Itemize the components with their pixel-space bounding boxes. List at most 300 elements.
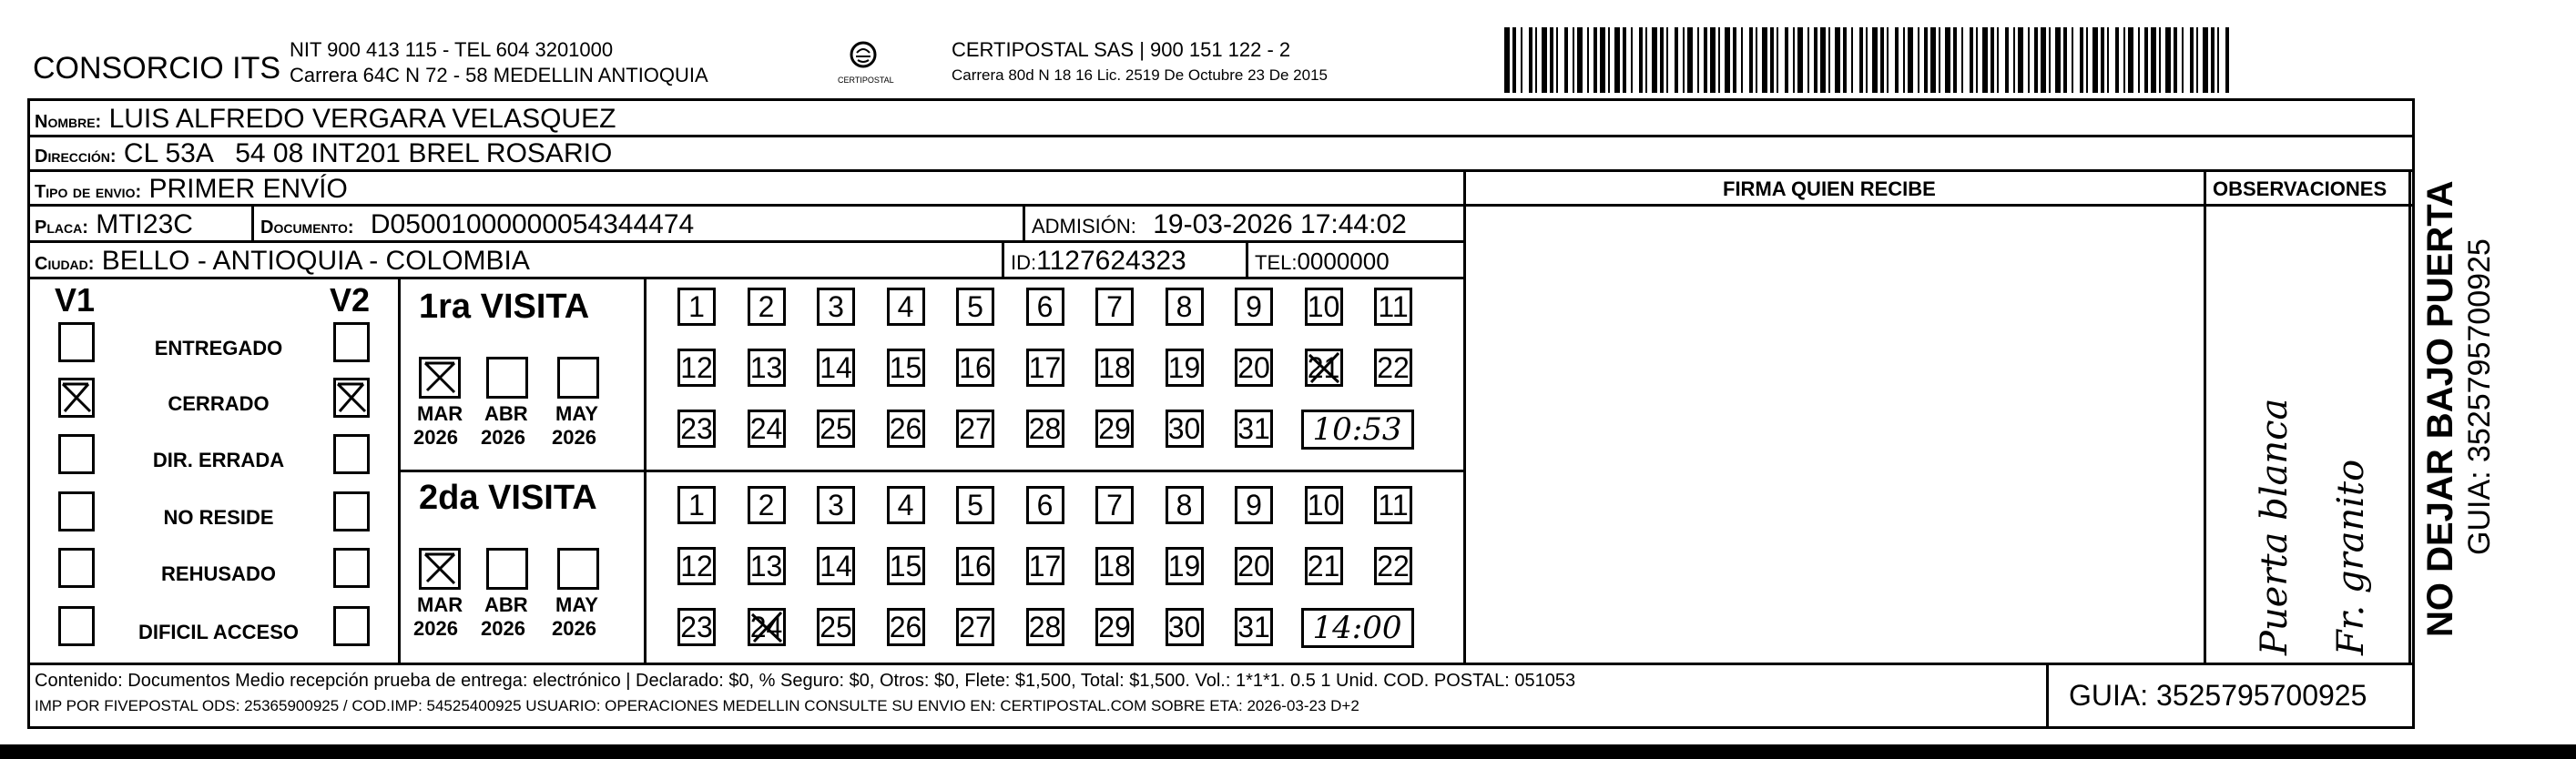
day-cell[interactable] xyxy=(748,288,786,326)
v1-checkbox[interactable] xyxy=(58,548,95,588)
barcode-bar xyxy=(1521,27,1522,93)
month-year: 2026 xyxy=(413,426,458,449)
day-cell[interactable] xyxy=(1166,608,1204,646)
direccion-row xyxy=(35,140,612,167)
footer-top-line xyxy=(27,663,2415,665)
day-cell[interactable] xyxy=(1026,547,1064,585)
day-number: 21 xyxy=(1307,549,1340,582)
barcode-bar xyxy=(1961,27,1963,93)
admision-value: 19-03-2026 17:44:02 xyxy=(1153,209,1407,239)
day-cell[interactable] xyxy=(748,608,786,646)
day-number: 17 xyxy=(1028,350,1062,384)
day-cell[interactable] xyxy=(956,349,994,387)
month-label: MAR xyxy=(417,593,463,616)
day-cell[interactable] xyxy=(1095,410,1134,448)
day-cell[interactable] xyxy=(887,547,925,585)
day-number: 3 xyxy=(828,289,844,323)
barcode-bar xyxy=(2211,27,2215,93)
frame-top xyxy=(27,98,2415,101)
day-mark xyxy=(1308,351,1340,391)
nombre-row xyxy=(35,106,616,133)
day-number: 23 xyxy=(680,610,713,643)
day-number: 31 xyxy=(1237,610,1270,643)
barcode-bar xyxy=(1666,27,1668,93)
month-label: MAY xyxy=(555,593,598,616)
day-number: 30 xyxy=(1167,610,1201,643)
day-number: 7 xyxy=(1106,488,1123,521)
tipo-value: PRIMER ENVÍO xyxy=(148,174,348,204)
month-year: 2026 xyxy=(481,426,525,449)
day-cell[interactable] xyxy=(1026,410,1064,448)
barcode-bar xyxy=(1793,27,1795,93)
frame-left xyxy=(27,98,30,728)
barcode-bar xyxy=(1785,27,1788,93)
barcode-bar xyxy=(1924,27,1928,93)
barcode-bar xyxy=(1997,27,1999,93)
barcode-bar xyxy=(1918,27,1919,93)
day-number: 3 xyxy=(828,488,844,521)
status-label: DIR. ERRADA xyxy=(152,449,285,471)
company-nit-tel: NIT 900 413 115 - TEL 604 3201000 xyxy=(290,38,614,61)
day-cell[interactable] xyxy=(748,547,786,585)
tipo-row xyxy=(35,176,348,203)
barcode xyxy=(1504,27,2229,93)
status-label: DIFICIL ACCESO xyxy=(137,621,299,643)
barcode-bar xyxy=(1645,27,1647,93)
barcode-bar xyxy=(2055,27,2061,93)
day-number: 8 xyxy=(1176,289,1193,323)
day-cell[interactable] xyxy=(1026,486,1064,524)
v1-header: V1 xyxy=(55,281,96,319)
barcode-bar xyxy=(1608,27,1610,93)
day-cell[interactable] xyxy=(748,349,786,387)
day-cell[interactable] xyxy=(677,349,716,387)
day-number: 18 xyxy=(1098,350,1131,384)
barcode-bar xyxy=(1880,27,1884,93)
month-checkbox[interactable] xyxy=(486,548,528,590)
barcode-bar xyxy=(1970,27,1973,93)
barcode-bar xyxy=(2159,27,2161,93)
barcode-bar xyxy=(2138,27,2140,93)
day-cell[interactable] xyxy=(887,486,925,524)
month-label: ABR xyxy=(484,593,528,616)
barcode-bar xyxy=(1564,27,1568,93)
barcode-bar xyxy=(1587,27,1589,93)
day-cell[interactable] xyxy=(817,349,855,387)
day-cell[interactable] xyxy=(1235,288,1273,326)
v2-checkbox[interactable] xyxy=(333,548,370,588)
day-cell[interactable] xyxy=(1166,288,1204,326)
barcode-bar xyxy=(1577,27,1583,93)
month-year: 2026 xyxy=(413,617,458,640)
visit-time: 10:53 xyxy=(1312,411,1402,448)
day-cell[interactable] xyxy=(677,547,716,585)
company-name: CONSORCIO ITS xyxy=(33,51,281,86)
day-cell[interactable] xyxy=(1235,608,1273,646)
v1-checkbox[interactable] xyxy=(58,434,95,474)
day-cell[interactable] xyxy=(956,608,994,646)
barcode-bar xyxy=(2018,27,2023,93)
barcode-bar xyxy=(2041,27,2046,93)
barcode-bar xyxy=(2034,27,2038,93)
day-cell[interactable] xyxy=(1305,486,1343,524)
day-cell[interactable] xyxy=(1374,288,1412,326)
day-number: 27 xyxy=(959,610,992,643)
day-cell[interactable] xyxy=(1305,288,1343,326)
day-cell[interactable] xyxy=(817,486,855,524)
barcode-bar xyxy=(1930,27,1936,93)
day-cell[interactable] xyxy=(1095,608,1134,646)
day-number: 2 xyxy=(758,289,775,323)
barcode-bar xyxy=(2128,27,2133,93)
certipostal-nit: CERTIPOSTAL SAS | 900 151 122 - 2 xyxy=(952,38,1291,61)
barcode-bar xyxy=(1733,27,1736,93)
firma-left-line xyxy=(1463,169,1466,664)
v1-checkbox[interactable] xyxy=(58,491,95,531)
v2-checkbox[interactable] xyxy=(333,322,370,362)
placa-label: Placa: xyxy=(35,218,88,238)
obs-right-line xyxy=(2408,169,2411,664)
day-number: 12 xyxy=(680,549,713,582)
status-label: ENTREGADO xyxy=(154,337,283,359)
day-cell[interactable] xyxy=(1305,349,1343,387)
id-label: ID: xyxy=(1011,251,1037,274)
v2-checkbox[interactable] xyxy=(333,491,370,531)
day-number: 18 xyxy=(1098,549,1131,582)
day-number: 22 xyxy=(1377,549,1410,582)
barcode-bar xyxy=(1797,27,1803,93)
day-number: 23 xyxy=(680,411,713,445)
row-line-2 xyxy=(27,169,2415,172)
day-number: 10 xyxy=(1307,488,1340,521)
barcode-bar xyxy=(1710,27,1716,93)
documento-value: D05001000000054344474 xyxy=(370,209,695,239)
day-number: 1 xyxy=(688,488,705,521)
barcode-bar xyxy=(2217,27,2219,93)
barcode-bar xyxy=(1945,27,1950,93)
month-checkbox[interactable] xyxy=(419,357,461,399)
barcode-bar xyxy=(1504,27,1510,93)
day-cell[interactable] xyxy=(1026,288,1064,326)
day-number: 20 xyxy=(1237,549,1270,582)
v2-checkbox[interactable] xyxy=(333,606,370,646)
day-number: 11 xyxy=(1378,289,1409,323)
day-cell[interactable] xyxy=(677,288,716,326)
day-cell[interactable] xyxy=(1095,547,1134,585)
day-cell[interactable] xyxy=(1235,410,1273,448)
barcode-bar xyxy=(1631,27,1633,93)
month-year: 2026 xyxy=(481,617,525,640)
day-cell[interactable] xyxy=(1166,547,1204,585)
bottom-band xyxy=(0,744,2576,759)
day-number: 29 xyxy=(1098,411,1131,445)
frame-right xyxy=(2412,98,2415,728)
day-number: 15 xyxy=(889,350,922,384)
day-cell[interactable] xyxy=(817,608,855,646)
footer-content: Contenido: Documentos Medio recepción prueba de entrega: electrónico | Declarado: $0, % Seguro: $0, Otros: $0, Flete: $1,500, Total: $1,500. Vol.: 1*1*1. 0.5 1 Unid. COD. POSTAL: 051053 xyxy=(35,671,1576,691)
direccion-label: Dirección: xyxy=(35,147,117,167)
month-label: MAY xyxy=(555,402,598,425)
footer-guia-sep xyxy=(2046,663,2049,726)
documento-label: Documento: xyxy=(260,218,354,238)
day-number: 30 xyxy=(1167,411,1201,445)
status-label: REHUSADO xyxy=(161,562,276,585)
barcode-bar xyxy=(1976,27,1978,93)
day-number: 4 xyxy=(897,289,914,323)
barcode-bar xyxy=(1535,27,1537,93)
nombre-label: Nombre: xyxy=(35,112,102,132)
day-cell[interactable] xyxy=(956,288,994,326)
admision-row xyxy=(1032,211,1407,238)
barcode-bar xyxy=(1991,27,1994,93)
side-no-dejar: NO DEJAR BAJO PUERTA xyxy=(2420,180,2460,637)
day-cell[interactable] xyxy=(1305,547,1343,585)
day-cell[interactable] xyxy=(956,410,994,448)
certipostal-address: Carrera 80d N 18 16 Lic. 2519 De Octubre 23 De 2015 xyxy=(952,66,1328,84)
day-number: 26 xyxy=(889,411,922,445)
day-cell[interactable] xyxy=(1235,486,1273,524)
barcode-bar xyxy=(1903,27,1905,93)
day-number: 6 xyxy=(1036,289,1054,323)
id-value: 1127624323 xyxy=(1036,246,1186,276)
v1-checkbox[interactable] xyxy=(58,322,95,362)
day-cell[interactable] xyxy=(956,486,994,524)
barcode-bar xyxy=(1675,27,1678,93)
barcode-bar xyxy=(2013,27,2015,93)
barcode-bar xyxy=(1982,27,1988,93)
day-number: 9 xyxy=(1246,488,1262,521)
obs-handwriting-2: Fr. granito xyxy=(2330,459,2372,655)
v2-checkbox[interactable] xyxy=(333,434,370,474)
barcode-bar xyxy=(1807,27,1809,93)
day-mark xyxy=(750,611,783,651)
day-number: 25 xyxy=(820,411,852,445)
barcode-bar xyxy=(1741,27,1743,93)
day-number: 17 xyxy=(1028,549,1062,582)
day-cell[interactable] xyxy=(748,486,786,524)
row-line-3 xyxy=(27,204,2415,207)
placa-row xyxy=(35,211,193,238)
month-checkbox[interactable] xyxy=(419,548,461,590)
ciudad-value: BELLO - ANTIOQUIA - COLOMBIA xyxy=(101,246,530,276)
day-cell[interactable] xyxy=(887,608,925,646)
barcode-bar xyxy=(2151,27,2156,93)
day-cell[interactable] xyxy=(1166,410,1204,448)
day-number: 1 xyxy=(688,289,705,323)
barcode-bar xyxy=(1814,27,1817,93)
day-number: 21 xyxy=(1307,350,1340,384)
day-cell[interactable] xyxy=(817,547,855,585)
day-number: 28 xyxy=(1028,411,1062,445)
barcode-bar xyxy=(1851,27,1853,93)
tel-row xyxy=(1255,249,1390,273)
day-number: 24 xyxy=(749,610,783,643)
day-cell[interactable] xyxy=(817,410,855,448)
placa-sep xyxy=(251,204,254,242)
barcode-bar xyxy=(1573,27,1574,93)
barcode-bar xyxy=(1749,27,1753,93)
day-cell[interactable] xyxy=(887,349,925,387)
barcode-bar xyxy=(2049,27,2051,93)
day-cell[interactable] xyxy=(1235,547,1273,585)
tel-label: TEL: xyxy=(1255,251,1298,274)
day-cell[interactable] xyxy=(1095,349,1134,387)
row-line-5 xyxy=(27,277,1466,279)
barcode-bar xyxy=(1843,27,1847,93)
day-number: 27 xyxy=(959,411,992,445)
day-cell[interactable] xyxy=(887,288,925,326)
barcode-bar xyxy=(1652,27,1657,93)
tel-value: 0000000 xyxy=(1297,248,1390,275)
day-number: 13 xyxy=(749,549,783,582)
barcode-bar xyxy=(2072,27,2073,93)
barcode-bar xyxy=(1953,27,1957,93)
barcode-bar xyxy=(2028,27,2030,93)
barcode-bar xyxy=(2101,27,2104,93)
ciudad-label: Ciudad: xyxy=(35,254,95,274)
barcode-bar xyxy=(1529,27,1532,93)
barcode-bar xyxy=(1895,27,1899,93)
day-number: 16 xyxy=(959,350,992,384)
day-cell[interactable] xyxy=(1166,486,1204,524)
day-cell[interactable] xyxy=(677,410,716,448)
day-cell[interactable] xyxy=(956,547,994,585)
day-cell[interactable] xyxy=(1235,349,1273,387)
barcode-bar xyxy=(1777,27,1778,93)
day-number: 2 xyxy=(758,488,775,521)
v2-header: V2 xyxy=(330,281,371,319)
barcode-bar xyxy=(2190,27,2194,93)
day-number: 28 xyxy=(1028,610,1062,643)
barcode-bar xyxy=(1623,27,1626,93)
logo-text: CERTIPOSTAL xyxy=(838,76,894,85)
day-number: 5 xyxy=(967,289,983,323)
barcode-bar xyxy=(2144,27,2148,93)
day-cell[interactable] xyxy=(887,410,925,448)
day-number: 8 xyxy=(1176,488,1193,521)
day-number: 14 xyxy=(820,549,852,582)
v2-checkbox[interactable] xyxy=(333,378,370,418)
visit-time-box[interactable] xyxy=(1301,608,1414,648)
day-number: 7 xyxy=(1106,289,1123,323)
tipo-label: Tipo de envio: xyxy=(35,182,142,202)
day-cell[interactable] xyxy=(1095,288,1134,326)
placa-value: MTI23C xyxy=(96,209,193,239)
barcode-bar xyxy=(2092,27,2098,93)
status-label: CERRADO xyxy=(168,392,270,415)
tel-sep xyxy=(1246,240,1248,278)
obs-left-line xyxy=(2204,169,2206,664)
day-number: 12 xyxy=(680,350,713,384)
id-sep xyxy=(1002,240,1004,278)
visit1-title: 1ra VISITA xyxy=(419,288,590,326)
day-number: 22 xyxy=(1377,350,1410,384)
barcode-bar xyxy=(1820,27,1826,93)
month-checkbox[interactable] xyxy=(557,548,599,590)
day-number: 9 xyxy=(1246,289,1262,323)
company-address: Carrera 64C N 72 - 58 MEDELLIN ANTIOQUIA xyxy=(290,64,708,86)
barcode-bar xyxy=(1756,27,1757,93)
barcode-bar xyxy=(1939,27,1940,93)
row-line-1 xyxy=(27,135,2415,137)
day-number: 19 xyxy=(1167,549,1201,582)
v1-checkbox[interactable] xyxy=(58,606,95,646)
day-cell[interactable] xyxy=(748,410,786,448)
barcode-bar xyxy=(2182,27,2184,93)
barcode-bar xyxy=(1859,27,1863,93)
ciudad-row xyxy=(35,248,530,275)
day-number: 20 xyxy=(1237,350,1270,384)
barcode-bar xyxy=(2123,27,2125,93)
day-cell[interactable] xyxy=(677,486,716,524)
barcode-bar xyxy=(1704,27,1707,93)
day-cell[interactable] xyxy=(1166,349,1204,387)
day-number: 25 xyxy=(820,610,852,643)
barcode-bar xyxy=(1639,27,1643,93)
side-guia: GUIA: 3525795700925 xyxy=(2462,238,2497,555)
month-label: ABR xyxy=(484,402,528,425)
barcode-bar xyxy=(2165,27,2171,93)
day-cell[interactable] xyxy=(1026,349,1064,387)
day-number: 24 xyxy=(749,411,783,445)
barcode-bar xyxy=(2174,27,2177,93)
obs-handwriting-1: Puerta blanca xyxy=(2254,398,2296,655)
barcode-bar xyxy=(1550,27,1553,93)
day-number: 5 xyxy=(967,488,983,521)
row-line-4 xyxy=(27,240,1466,243)
frame-bottom xyxy=(27,726,2415,729)
month-checkbox[interactable] xyxy=(557,357,599,399)
v1-checkbox[interactable] xyxy=(58,378,95,418)
barcode-bar xyxy=(1556,27,1558,93)
day-number: 13 xyxy=(749,350,783,384)
admision-label: ADMISIÓN: xyxy=(1032,215,1136,238)
barcode-bar xyxy=(1660,27,1664,93)
barcode-bar xyxy=(1542,27,1547,93)
day-number: 31 xyxy=(1237,411,1270,445)
month-checkbox[interactable] xyxy=(486,357,528,399)
barcode-bar xyxy=(1872,27,1878,93)
day-number: 4 xyxy=(897,488,914,521)
visit-mid-line xyxy=(398,470,1466,472)
day-cell[interactable] xyxy=(1374,547,1412,585)
month-year: 2026 xyxy=(552,426,596,449)
footer-imp: IMP POR FIVEPOSTAL ODS: 25365900925 / COD.IMP: 54525400925 USUARIO: OPERACIONES MEDELLIN CONSULTE SU ENVIO EN: CERTIPOSTAL.COM SOBRE ETA: 2026-03-23 D+2 xyxy=(35,697,1359,714)
barcode-bar xyxy=(1593,27,1597,93)
barcode-bar xyxy=(1866,27,1868,93)
day-cell[interactable] xyxy=(817,288,855,326)
status-label: NO RESIDE xyxy=(163,506,274,529)
barcode-bar xyxy=(2080,27,2083,93)
day-cell[interactable] xyxy=(677,608,716,646)
day-number: 6 xyxy=(1036,488,1054,521)
documento-row xyxy=(260,211,694,238)
barcode-bar xyxy=(2063,27,2067,93)
day-cell[interactable] xyxy=(1374,349,1412,387)
day-number: 26 xyxy=(889,610,922,643)
day-cell[interactable] xyxy=(1374,486,1412,524)
direccion-value: CL 53A 54 08 INT201 BREL ROSARIO xyxy=(123,138,613,168)
barcode-bar xyxy=(1718,27,1720,93)
visit-time-box[interactable] xyxy=(1301,410,1414,450)
day-cell[interactable] xyxy=(1026,608,1064,646)
month-year: 2026 xyxy=(552,617,596,640)
barcode-bar xyxy=(1725,27,1730,93)
day-cell[interactable] xyxy=(1095,486,1134,524)
nombre-value: LUIS ALFREDO VERGARA VELASQUEZ xyxy=(108,104,616,134)
barcode-bar xyxy=(1600,27,1605,93)
barcode-bar xyxy=(1908,27,1913,93)
